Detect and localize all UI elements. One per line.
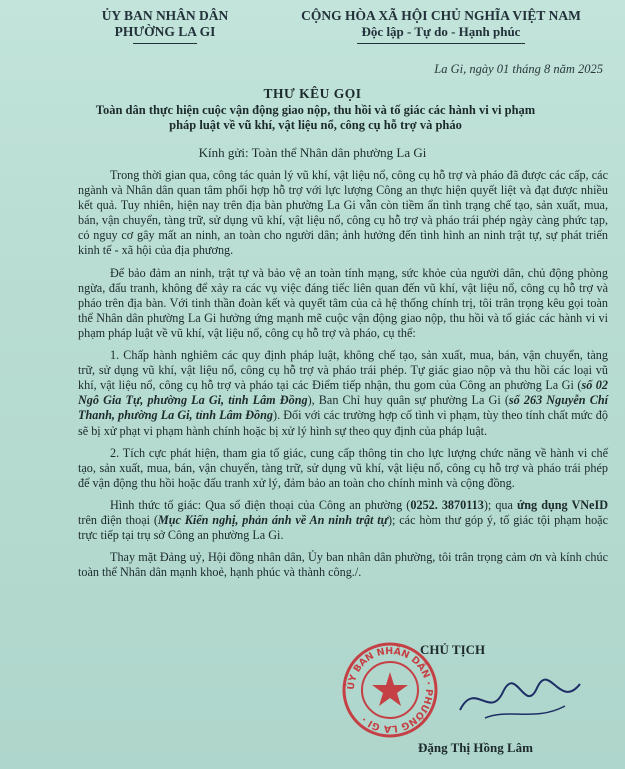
document-title: THƯ KÊU GỌI [263,86,362,101]
national-motto: Độc lập - Tự do - Hạnh phúc [361,24,521,39]
p3-text-a: 1. Chấp hành nghiêm các quy định pháp luật, không chế tạo, sản xuất, mua, bán, vận chuyển, tàng trữ, sử dụng vũ khí, vật liệu nổ, công cụ hỗ trợ và pháo trái phép. Tự giác giao nộp và thu hồi các loại vũ khí, vật liệu nổ, công cụ hỗ trợ và pháo tại các Điểm tiếp nhận, thu gom của Công an phường La Gi ( [78,348,608,393]
issuing-authority [80,8,250,44]
document-header [0,4,625,60]
document-date: La Gi, ngày 01 tháng 8 năm 2025 [434,62,603,76]
p3-text-e: ). Đối với các trường hợp cố tình vi phạm, tùy theo tính chất mức độ sẽ bị xử phạt vi phạm hành chính hoặc bị xử lý hình sự theo quy định của pháp luật. [78,408,608,438]
paragraph-4: 2. Tích cực phát hiện, tham gia tố giác, cung cấp thông tin cho lực lượng chức năng về hành vi chế tạo, sản xuất, mua, bán, vận chuyển, tàng trữ, sử dụng vũ khí, vật liệu nổ, công cụ hỗ trợ và pháo trái phép để vận động thu hồi hoặc đấu tranh xử lý, đảm bảo an toàn cho chính mình và cộng đồng. [78,445,608,490]
greeting: Kính gửi: Toàn thể Nhân dân phường La Gi [198,145,427,160]
p5-phone: 0252. 3870113 [410,497,484,512]
svg-text:ỦY BAN NHÂN DÂN · PHƯỜNG LA GI: ỦY BAN NHÂN DÂN · PHƯỜNG LA GI · [345,645,435,735]
paragraph-5 [78,498,608,543]
authority-line-1: ỦY BAN NHÂN DÂN [101,8,229,23]
p5-app: ứng dụng VNeID [516,497,609,512]
p3-text-c: ), Ban Chỉ huy quân sự phường La Gi ( [307,393,509,408]
p5-text-e: trên điện thoại ( [78,512,158,527]
p3-police-address: số 02 Ngô Gia Tự, phường La Gi, tỉnh Lâm Đồng [78,378,608,408]
p5-app-menu: Mục Kiến nghị, phản ánh về An ninh trật tự [157,512,388,527]
national-title: CỘNG HÒA XÃ HỘI CHỦ NGHĨA VIỆT NAM [301,8,581,23]
document-subtitle: Toàn dân thực hiện cuộc vận động giao nộp, thu hồi và tố giác các hành vi vi phạm pháp luật về vũ khí, vật liệu nổ, công cụ hỗ trợ và pháo [95,103,536,132]
paragraph-6: Thay mặt Đảng uỷ, Hội đồng nhân dân, Ủy ban nhân dân phường, tôi trân trọng cảm ơn và kính chúc toàn thể Nhân dân mạnh khoẻ, hạnh phúc và thành công./. [78,550,608,580]
authority-underline [133,43,197,44]
p3-military-address: số 263 Nguyễn Chí Thanh, phường La Gi, tỉnh Lâm Đồng [78,393,608,423]
authority-line-2: PHƯỜNG LA GI [114,24,216,39]
motto-underline [357,43,525,44]
paragraph-3 [78,348,608,439]
handwritten-signature [455,670,585,730]
paragraph-1: Trong thời gian qua, công tác quản lý vũ khí, vật liệu nổ, công cụ hỗ trợ và pháo đã được các cấp, các ngành và Nhân dân quan tâm phối hợp hỗ trợ với lực lượng Công an thực hiện quyết liệt và đạt được nhiều kết quả. Tuy nhiên, hiện nay trên địa bàn phường La Gi vẫn còn tiềm ẩn tình trạng chế tạo, sản xuất, mua, bán, vận chuyển, tàng trữ, sử dụng vũ khí, vật liệu nổ, công cụ hỗ trợ và pháo trái phép ngày càng phức tạp, có nguy cơ gây mất an ninh, an toàn cho người dân; ảnh hưởng đến tình hình an ninh trật tự, sự phát triển kinh tế - xã hội của địa phương. [78,168,608,258]
p5-text-a: Hình thức tố giác: Qua số điện thoại của Công an phường ( [110,497,411,512]
signatory-name: Đặng Thị Hồng Lâm [418,740,533,755]
p5-text-g: ); các hòm thư góp ý, tố giác tội phạm hoặc trực tiếp tại trụ sở Công an phường La Gi. [78,512,608,543]
signatory-title: CHỦ TỊCH [420,642,486,657]
paragraph-2: Để bảo đảm an ninh, trật tự và bảo vệ an toàn tính mạng, sức khỏe của người dân, chủ động phòng ngừa, đấu tranh, không để xảy ra các vụ việc đáng tiếc liên quan đến vũ khí, vật liệu nổ, công cụ hỗ trợ và pháo trên địa bàn. Với tinh thần đoàn kết và quyết tâm của cả hệ thống chính trị, tôi trân trọng kêu gọi toàn thể Nhân dân phường La Gi hưởng ứng mạnh mẽ cuộc vận động giao nộp, thu hồi và tố giác các hành vi vi phạm pháp luật về vũ khí, vật liệu nổ, công cụ hỗ trợ và pháo, cụ thể: [78,265,608,340]
p5-text-c: ); qua [483,497,517,512]
letter-body [78,168,608,587]
national-heading [266,8,616,44]
